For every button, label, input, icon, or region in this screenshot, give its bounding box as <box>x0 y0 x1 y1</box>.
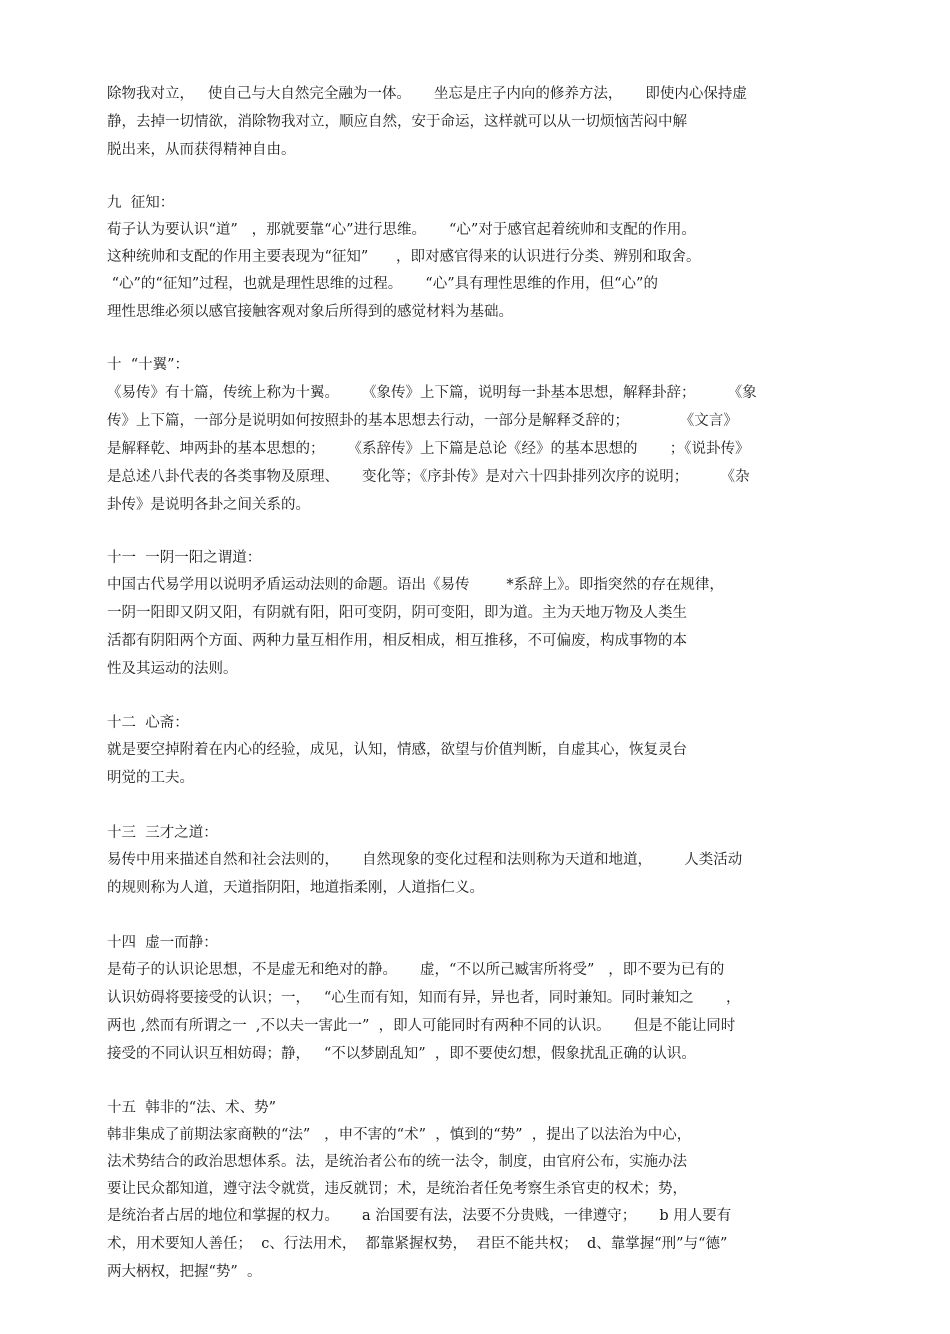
paragraph-line: 易传中用来描述自然和社会法则的， 自然现象的变化过程和法则称为天道和地道， 人类活动 <box>107 852 743 868</box>
paragraph-line: 传》上下篇，一部分是说明如何按照卦的基本思想去行动，一部分是解释爻辞的； 《文言》 <box>107 413 738 429</box>
section-heading: 十三 三才之道： <box>107 825 218 841</box>
paragraph-line: 法术势结合的政治思想体系。法，是统治者公布的统一法令，制度，由官府公布，实施办法 <box>107 1154 687 1170</box>
section-heading: 十一 一阴一阳之谓道： <box>107 550 262 566</box>
paragraph-line: 静，去掉一切情欲，消除物我对立，顺应自然，安于命运，这样就可以从一切烦恼苦闷中解 <box>107 114 687 130</box>
paragraph-line: 理性思维必须以感官接触客观对象后所得到的感觉材料为基础。 <box>107 304 513 320</box>
paragraph-line: 明觉的工夫。 <box>107 770 194 786</box>
section-heading: 九 征知： <box>107 195 175 211</box>
paragraph-line: 两大柄权，把握“势” 。 <box>107 1264 262 1280</box>
paragraph-line: 活都有阴阳两个方面、两种力量互相作用，相反相成，相互推移，不可偏废，构成事物的本 <box>107 633 687 649</box>
section-heading: 十 “十翼”： <box>107 357 190 373</box>
paragraph-line: 一阴一阳即又阴又阳，有阴就有阳，阳可变阴，阴可变阳，即为道。主为天地万物及人类生 <box>107 605 687 621</box>
paragraph-line: 就是要空掉附着在内心的经验，成见，认知，情感，欲望与价值判断，自虚其心，恢复灵台 <box>107 742 687 758</box>
paragraph-line: 的规则称为人道，天道指阴阳，地道指柔刚，人道指仁义。 <box>107 880 484 896</box>
paragraph-line: 是统治者占居的地位和掌握的权力。 a 治国要有法，法要不分贵贱，一律遵守； b 用人要有 <box>107 1208 732 1224</box>
paragraph-line: 韩非集成了前期法家商鞅的“法” ，申不害的“术” ，慎到的“势” ，提出了以法治为中心， <box>107 1127 692 1143</box>
paragraph-line: 术，用术要知人善任； c、行法用术， 都靠紧握权势， 君臣不能共权； d、靠掌握“刑”与“德” <box>107 1236 728 1252</box>
paragraph-line: 是总述八卦代表的各类事物及原理、 变化等；《序卦传》是对六十四卦排列次序的说明； 《杂 <box>107 469 750 485</box>
paragraph-line: 是荀子的认识论思想，不是虚无和绝对的静。 虚，“不以所己臧害所将受” ，即不要为已有的 <box>107 962 725 978</box>
paragraph-line: 两也 ,然而有所谓之一 ,不以夫一害此一” ，即人可能同时有两种不同的认识。 但是不能让同时 <box>107 1018 736 1034</box>
paragraph-line: 认识妨碍将要接受的认识；一， “心生而有知，知而有异，异也者，同时兼知。同时兼知之 ， <box>107 990 741 1006</box>
paragraph-line: 性及其运动的法则。 <box>107 661 238 677</box>
section-heading: 十五 韩非的“法、术、势” <box>107 1100 277 1116</box>
paragraph-line: 接受的不同认识互相妨碍；静， “不以梦剧乱知” ，即不要使幻想，假象扰乱正确的认识。 <box>107 1046 696 1062</box>
paragraph-line: “心”的“征知”过程，也就是理性思维的过程。 “心”具有理性思维的作用，但“心”的 <box>107 276 658 292</box>
paragraph-line: 是解释乾、坤两卦的基本思想的； 《系辞传》上下篇是总论《经》的基本思想的 ；《说卦传》 <box>107 441 750 457</box>
paragraph-line: 卦传》是说明各卦之间关系的。 <box>107 497 310 513</box>
paragraph-line: 这种统帅和支配的作用主要表现为“征知” ，即对感官得来的认识进行分类、辨别和取舍。 <box>107 249 701 265</box>
paragraph-line: 《易传》有十篇，传统上称为十翼。 《象传》上下篇，说明每一卦基本思想，解释卦辞； 《象 <box>107 385 757 401</box>
section-heading: 十二 心斋： <box>107 715 189 731</box>
paragraph-line: 荀子认为要认识“道” ，那就要靠“心”进行思维。 “心”对于感官起着统帅和支配的作用。 <box>107 222 696 238</box>
paragraph-line: 中国古代易学用以说明矛盾运动法则的命题。语出《易传 *系辞上》。即指突然的存在规律， <box>107 577 724 593</box>
paragraph-line: 除物我对立， 使自己与大自然完全融为一体。 坐忘是庄子内向的修养方法， 即使内心保持虚 <box>107 86 747 102</box>
paragraph-line: 脱出来，从而获得精神自由。 <box>107 142 296 158</box>
paragraph-line: 要让民众都知道，遵守法令就赏，违反就罚；术，是统治者任免考察生杀官吏的权术；势， <box>107 1181 687 1197</box>
section-heading: 十四 虚一而静： <box>107 935 218 951</box>
